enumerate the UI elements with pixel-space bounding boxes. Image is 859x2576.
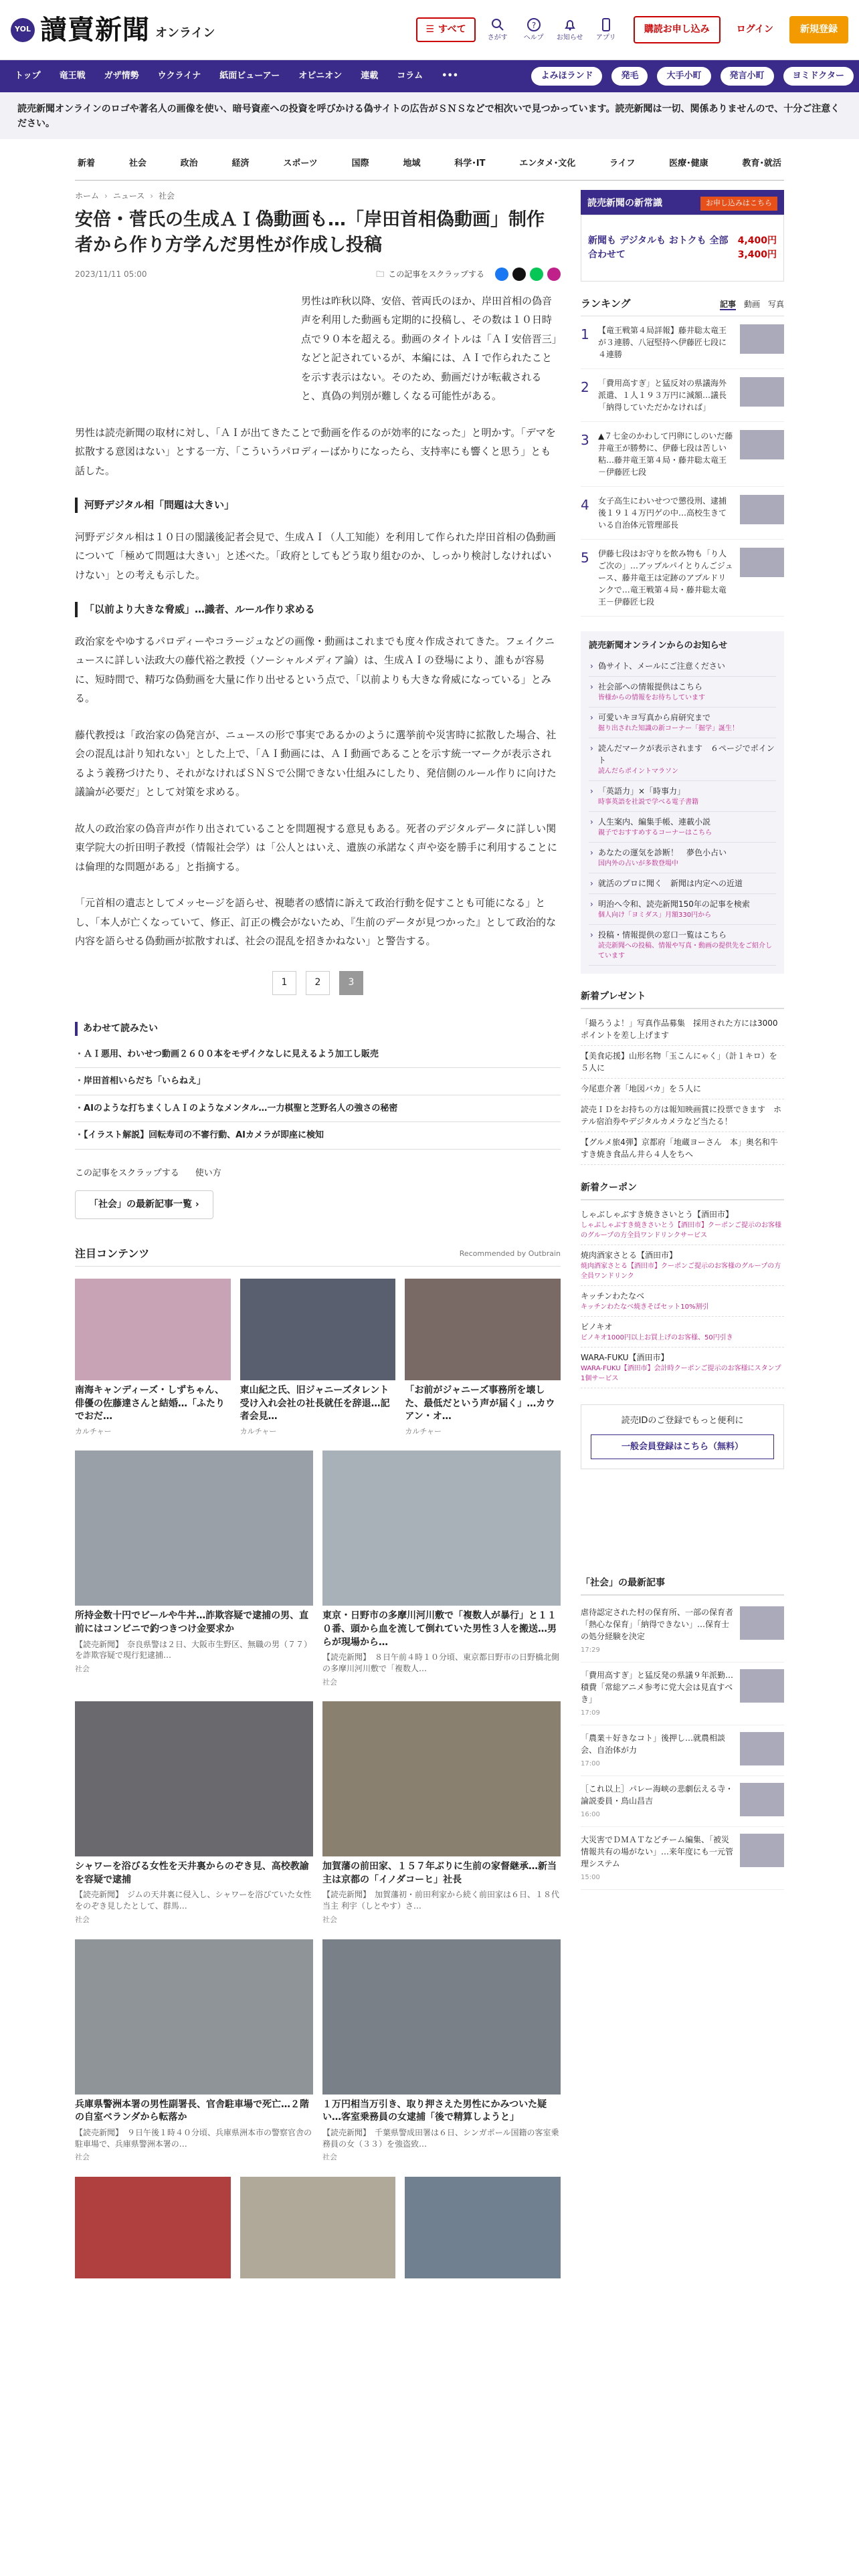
card-title: 加賀藩の前田家、１５７年ぶりに生前の家督継承…新当主は京都の「イノダコーヒ」社長 xyxy=(322,1861,557,1885)
present-item[interactable]: 読売ＩＤをお持ちの方は報知映画賞に投票できます ホテル宿泊券やデジタルカメラなど当たる！ xyxy=(581,1099,784,1132)
category-item[interactable]: 政治 xyxy=(180,158,198,169)
nav-item[interactable]: ウクライナ xyxy=(157,71,201,82)
coupon-section xyxy=(581,1181,784,1388)
category-item[interactable]: 地域 xyxy=(403,158,421,169)
breadcrumb-item[interactable]: › ニュース xyxy=(99,191,145,201)
present-title: 新着プレゼント xyxy=(581,990,784,1009)
logo-sub: オンライン xyxy=(155,26,215,40)
content-card[interactable] xyxy=(240,2177,396,2278)
subscribe-button[interactable]: 購読お申し込み xyxy=(634,16,721,43)
info-item-title: 投稿・情報提供の窓口一覧はこちら xyxy=(598,930,727,940)
content-card[interactable] xyxy=(322,1451,561,1688)
breadcrumb-item[interactable]: ホーム xyxy=(75,191,100,201)
ranking-tab[interactable]: 写真 xyxy=(767,300,784,309)
facebook-icon[interactable] xyxy=(495,267,508,281)
info-item-sub: 読んだらポイントマラソン xyxy=(598,768,678,775)
coupon-desc: しゃぶしゃぶすき焼きさいとう【酒田市】クーポンご提示のお客様のグループの方全員ワンドリンクサービス xyxy=(581,1222,781,1239)
coupon-item[interactable] xyxy=(581,1204,784,1245)
article-date: 2023/11/11 05:00 xyxy=(75,269,147,279)
article-paragraph: 政治家をやゆするパロディーやコラージュなどの画像・動画はこれまでも度々作成されてきた。フェイクニュースに詳しい法政大の藤代裕之教授（ソーシャルメディア論）は、生成ＡＩの登場により、誰もが容易に、短時間で、精巧な偽動画を大量に作り出せるという点で、「以前よりも大きな脅威になっている」とみる。 xyxy=(75,635,555,705)
fraud-notice: 読売新聞オンラインのロゴや著名人の画像を使い、暗号資産への投資を呼びかける偽サイトの広告がＳＮＳなどで相次いで見つかっています。読売新聞は一切、関係ありませんので、十分ご注意ください。 xyxy=(0,92,859,139)
page-link[interactable]: 2 xyxy=(306,971,330,995)
related-link[interactable]: ・ 岸田首相いらだち「いらねえ」 xyxy=(75,1068,561,1095)
ranking-item[interactable] xyxy=(581,422,784,487)
category-item[interactable]: 新着 xyxy=(78,158,96,169)
promo-tag[interactable]: お申し込みはこちら xyxy=(700,197,777,211)
coupon-name: 焼肉酒家さとる【酒田市】 xyxy=(581,1251,678,1260)
info-item-sub: 親子でおすすめするコーナーはこちら xyxy=(598,829,712,837)
article-column xyxy=(75,190,561,2292)
article-meta xyxy=(75,267,561,281)
search-label: さがす xyxy=(487,34,508,41)
article-lead: 男性は昨秋以降、安倍、菅両氏のほか、岸田首相の偽音声を利用した動画も定期的に投稿し、その数は１０日時点で９０本を超える。動画のタイトルは「ＡＩ安倍晋三」などと記されているが、本編には、ＡＩで作られたことを示す表示はない。そのため、動画だけが転載されると、真偽の判別が難しくなる可能性がある。 xyxy=(301,294,557,403)
register-button[interactable]: 新規登録 xyxy=(789,16,848,43)
article-subheading: 「以前より大きな脅威」…識者、ルール作り求める xyxy=(75,602,561,617)
latest-thumb xyxy=(740,1669,784,1703)
nav-item[interactable]: 竜王戦 xyxy=(59,71,86,82)
content-card[interactable] xyxy=(75,1939,313,2163)
nav-item[interactable]: 紙面ビューアー xyxy=(219,71,280,82)
card-image xyxy=(75,1939,313,2095)
info-item[interactable] xyxy=(589,873,776,894)
mail-icon[interactable] xyxy=(547,267,561,281)
promo-price: 4,400円 xyxy=(737,235,777,246)
content-card[interactable] xyxy=(75,1279,231,1437)
ranking-item[interactable] xyxy=(581,369,784,422)
scrap-howto-link[interactable]: 使い方 xyxy=(195,1168,221,1178)
promo-title: 読売新聞の新常識 xyxy=(587,198,662,209)
latest-thumb xyxy=(740,1783,784,1816)
related-link[interactable]: ・ ＡＩ悪用、わいせつ動画２６００本をモザイクなしに見えるよう加工し販売 xyxy=(75,1041,561,1069)
ranking-text: ▲７七金のかわして円卵にしのいだ藤井竜王が勝勢に、伊藤七段は苦しい粘…藤井竜王第４局・藤井聡太竜王－伊藤匠七段 xyxy=(598,431,733,477)
present-item[interactable]: 「撮ろうよ！」写真作品募集 採用された方には3000ポイントを差し上げます xyxy=(581,1013,784,1046)
app-label: アプリ xyxy=(595,34,616,41)
article-paragraph: 「元首相の遺志としてメッセージを語らせ、視聴者の感情に訴えて政治行動を促すことも可能になる」とし、「本人が亡くなっていて、修正、訂正の機会がないため、『生前のデータが見つかった』として政治的な内容を語らせる偽動画が拡散すれば、社会の混乱を招きかねない」と警告する。 xyxy=(75,897,557,948)
content-card[interactable] xyxy=(322,1939,561,2163)
logo-main: 讀賣新聞 xyxy=(40,13,150,45)
card-image xyxy=(405,2177,561,2278)
info-item[interactable] xyxy=(589,894,776,925)
nav-more[interactable]: ••• xyxy=(442,71,459,82)
attention-title: 注目コンテンツ xyxy=(75,1247,150,1261)
card-summary: 【読売新聞】 加賀藩初・前田利家から続く前田家は６日、１８代当主 利宇（しとやす）さ… xyxy=(322,1890,560,1911)
category-item[interactable]: 教育･就活 xyxy=(742,158,781,169)
ranking-thumb xyxy=(740,324,784,354)
latest-text: 大災害でＤＭＡＴなどチーム編集、「被災情報共有の場がない」…来年度にも一元管理システム xyxy=(581,1835,734,1868)
present-item[interactable]: 【美食応援】山形名物「玉こんにゃく」（計１キロ）を５人に xyxy=(581,1046,784,1079)
notification-button[interactable] xyxy=(556,17,584,43)
coupon-name: キッチンわたなべ xyxy=(581,1291,645,1301)
ranking-thumb xyxy=(740,548,784,577)
line-icon[interactable] xyxy=(530,267,543,281)
latest-thumb xyxy=(740,1732,784,1765)
coupon-name: ビノキオ xyxy=(581,1322,613,1331)
latest-time: 17:29 xyxy=(581,1646,600,1654)
coupon-title: 新着クーポン xyxy=(581,1181,784,1200)
card-category: 社会 xyxy=(75,1915,90,1925)
latest-time: 15:00 xyxy=(581,1874,600,1881)
sidebar xyxy=(581,190,784,2292)
article-paragraph: 藤代教授は「政治家の偽発言が、ニュースの形で事実であるかのように選挙前や災害時に拡散した場合、社会の混乱は計り知れない」とした上で、「ＡＩ動画には、ＡＩ動画であることを示す統一マークが表示されるよう義務づけたり、それがなければＳＮＳで公開できない仕組みにしたり、発信側のルール作りに向けた議論が必要だ」として対策を求める。 xyxy=(75,728,557,798)
coupon-item[interactable] xyxy=(581,1348,784,1388)
help-icon xyxy=(526,17,542,33)
card-title: 「お前がジャニーズ事務所を壊した、最低だという声が届く」…カウアン・オ… xyxy=(405,1385,555,1422)
latest-time: 16:00 xyxy=(581,1811,600,1818)
coupon-desc: WARA-FUKU【酒田市】会計時クーポンご提示のお客様にスタンプ1個サービス xyxy=(581,1365,781,1382)
info-item[interactable] xyxy=(589,812,776,843)
card-image xyxy=(405,1279,561,1380)
info-item[interactable] xyxy=(589,781,776,812)
article-paragraph: 河野デジタル相は１０日の閣議後記者会見で、生成ＡＩ（人工知能）を利用して作られた岸田首相の偽動画について「極めて問題は大きい」と述べた。「政府としてもどう取り組むのか、しっかり検討しなければいけない」との考えも示した。 xyxy=(75,530,556,581)
info-item[interactable] xyxy=(589,677,776,708)
info-item[interactable] xyxy=(589,925,776,966)
nav-item[interactable]: 連載 xyxy=(361,71,379,82)
ranking-text: 「費用高すぎ」と猛反対の県議海外派遣、１人１９３万円に減額…議長「納得していただかなければ」 xyxy=(598,378,727,412)
info-item-sub: 皆様からの情報をお待ちしています xyxy=(598,694,705,702)
card-summary: 【読売新聞】 ８日午前４時１０分頃、東京都日野市の日野橋北側の多摩川河川敷で「複数人… xyxy=(322,1652,560,1673)
attention-header xyxy=(75,1246,561,1267)
info-item-title: 人生案内、編集手帳、連載小説 xyxy=(598,817,711,827)
card-category: カルチャー xyxy=(240,1426,277,1436)
card-category: 社会 xyxy=(75,2153,90,2162)
related-title: あわせて読みたい xyxy=(75,1022,561,1036)
ranking-item[interactable] xyxy=(581,540,784,617)
nav-pill[interactable]: ヨミドクター xyxy=(783,67,854,86)
present-item[interactable]: 【グルメ旅4弾】京都府「地蔵ヨーさん 本」奥名和牛すき焼き食品ん井ら４人をちへ xyxy=(581,1132,784,1165)
register-text: 読売IDのご登録でもっと便利に xyxy=(621,1416,744,1426)
card-image xyxy=(240,1279,396,1380)
scrap-button-bottom[interactable]: この記事をスクラップする xyxy=(75,1168,179,1178)
latest-text: 「農業＋好きなコト」後押し…就農相談会、自治体が力 xyxy=(581,1733,726,1755)
latest-text: ［これ以上］パレー海峡の悲劇伝える寺・論説委員・鳥山昌吉 xyxy=(581,1784,734,1806)
related-link[interactable]: ・ 【イラスト解説】回転寿司の不審行動、AIカメラが即座に検知 xyxy=(75,1122,561,1150)
latest-list-button[interactable]: 「社会」の最新記事一覧 › xyxy=(75,1190,213,1219)
coupon-item[interactable] xyxy=(581,1286,784,1317)
content-card[interactable] xyxy=(405,2177,561,2278)
category-item[interactable]: 医療･健康 xyxy=(669,158,708,169)
rank-number: 1 xyxy=(581,326,589,342)
scrap-label: この記事をスクラップする xyxy=(388,269,484,279)
login-button[interactable]: ログイン xyxy=(736,24,773,35)
coupon-desc: キッチンわたなべ焼きそばセット10%割引 xyxy=(581,1303,709,1311)
latest-section xyxy=(581,1576,784,1890)
register-free-button[interactable]: 一般会員登録はこちら（無料） xyxy=(591,1434,774,1460)
card-summary: 【読売新聞】 ９日午後１時４０分頃、兵庫県洲本市の警察官舎の駐車場で、兵庫県警洲本署の… xyxy=(75,2127,312,2149)
info-item-sub: 読売新聞への投稿、情報や写真・動画の提供先をご紹介しています xyxy=(598,942,772,960)
ranking-thumb xyxy=(740,377,784,407)
card-title: 東京・日野市の多摩川河川敷で「複数人が暴行」と１１０番、頭から血を流して倒れていた男性３人を搬送…男らが現場から… xyxy=(322,1610,557,1648)
card-image xyxy=(240,2177,396,2278)
card-category: 社会 xyxy=(75,1665,90,1674)
breadcrumb-item[interactable]: › 社会 xyxy=(145,191,175,201)
coupon-item[interactable] xyxy=(581,1245,784,1286)
search-icon xyxy=(490,17,506,33)
info-item[interactable] xyxy=(589,738,776,781)
logo-badge: YOL xyxy=(11,18,35,42)
rank-number: 2 xyxy=(581,379,589,395)
ranking-item[interactable] xyxy=(581,316,784,369)
card-image xyxy=(75,1701,313,1856)
card-image xyxy=(75,1279,231,1380)
all-menu-label: すべて xyxy=(438,24,466,35)
info-item[interactable] xyxy=(589,656,776,677)
site-header xyxy=(0,0,859,60)
card-category: 社会 xyxy=(322,1677,337,1687)
card-title: 南海キャンディーズ・しずちゃん、俳優の佐藤達さんと結婚…「ふたりでおだ… xyxy=(75,1385,225,1422)
info-item-title: 「英語力」×「時事力」 xyxy=(598,786,686,796)
latest-item[interactable] xyxy=(581,1827,784,1890)
search-button[interactable] xyxy=(484,17,512,43)
info-item-sub: 個人向け「ヨミダス」月額330円から xyxy=(598,911,712,919)
latest-title: 「社会」の最新記事 xyxy=(581,1576,784,1596)
bookmark-icon: 🗀 xyxy=(376,269,385,279)
app-icon xyxy=(598,17,614,33)
card-category: 社会 xyxy=(322,2153,337,2162)
notification-label: お知らせ xyxy=(556,34,583,41)
category-item[interactable]: ライフ xyxy=(609,158,636,169)
nav-pill[interactable]: よみほランド xyxy=(531,67,602,86)
article-paragraph: 故人の政治家の偽音声が作り出されていることを問題視する意見もある。死者のデジタルデータに詳しい関東学院大の折田明子教授（情報社会学）は「公人とはいえ、遺族の承諾なく声や姿を勝手に利用することには倫理的な問題がある」と指摘する。 xyxy=(75,822,557,873)
related-articles xyxy=(75,1022,561,1150)
main-nav xyxy=(0,60,859,92)
pagination xyxy=(75,971,561,995)
recommended-by: Recommended by Outbrain xyxy=(459,1249,561,1258)
info-item-title: 社会部への情報提供はこちら xyxy=(598,682,703,691)
nav-item[interactable]: コラム xyxy=(397,71,423,82)
breadcrumb xyxy=(75,190,561,202)
info-box xyxy=(581,631,784,974)
info-item-title: あなたの運気を診断！ 夢色小占い xyxy=(598,848,727,857)
category-item[interactable]: エンタメ･文化 xyxy=(519,158,576,169)
card-image xyxy=(75,1451,313,1606)
coupon-name: しゃぶしゃぶすき焼きさいとう【酒田市】 xyxy=(581,1210,734,1219)
article-title: 安倍・菅氏の生成ＡＩ偽動画も…「岸田首相偽動画」制作者から作り方学んだ男性が作成し投稿 xyxy=(75,209,545,255)
latest-thumb xyxy=(740,1834,784,1867)
nav-pill[interactable]: 発毛 xyxy=(611,67,648,86)
coupon-name: WARA-FUKU【酒田市】 xyxy=(581,1353,669,1362)
content-card[interactable] xyxy=(322,1701,561,1925)
present-section xyxy=(581,990,784,1165)
card-image xyxy=(322,1701,561,1856)
article-paragraph: 男性は読売新聞の取材に対し、「ＡＩが出てきたことで動画を作るのが効率的になった」と明かす。「デマを拡散する意図はない」とする一方、「こういうパロディーばかりになったら、支持率にも響くと思う」とも話した。 xyxy=(75,426,556,477)
ranking-text: 女子高生にわいせつで懲役刑、逮捕後１９１４万円ゲの中…高校生きている自治体元管理部長 xyxy=(598,496,727,530)
card-category: 社会 xyxy=(322,1915,337,1925)
rank-number: 5 xyxy=(581,549,589,566)
ranking-header xyxy=(581,296,784,316)
card-title: １万円相当万引き、取り押さえた男性にかみついた疑い…客室乗務員の女逮捕「後で精算しようと」 xyxy=(322,2099,547,2123)
latest-item[interactable] xyxy=(581,1662,784,1725)
info-title: 読売新聞オンラインからのお知らせ xyxy=(589,640,728,651)
page-link[interactable]: 1 xyxy=(272,971,296,995)
category-item[interactable]: 国際 xyxy=(351,158,369,169)
promo-price: 3,400円 xyxy=(737,249,777,260)
scrap-footer xyxy=(75,1167,561,1180)
latest-text: 虐待認定された村の保育所、一部の保育者「熱心な保育」「納得できない」…保育士の処分経験を決定 xyxy=(581,1608,734,1641)
content-card[interactable] xyxy=(75,1451,313,1688)
related-link[interactable]: ・ AIのような打ちまくしＡＩのようなメンタル…一力棋聖と芝野名人の強さの秘密 xyxy=(75,1095,561,1123)
card-title: 東山紀之氏、旧ジャニーズタレント受け入れ会社の社長就任を辞退…記者会見… xyxy=(240,1385,390,1422)
ranking-text: 伊藤七段はお守りを飲み物も「り人ご次の」…アップルパイとりんごジュース、藤井竜王は定跡のアプルドリンクで…竜王戦第４局・藤井聡太竜王－伊藤匠七段 xyxy=(598,548,733,607)
card-image xyxy=(75,2177,231,2278)
nav-item[interactable]: トップ xyxy=(15,71,41,82)
coupon-desc: 焼肉酒家さとる【酒田市】クーポンご提示のお客様のグループの方全員ワンドリンク xyxy=(581,1263,781,1280)
ranking-title: ランキング xyxy=(581,298,631,310)
promo-body: 新聞も デジタルも おトクも 全部合わせて xyxy=(588,235,729,260)
content-card[interactable] xyxy=(405,1279,561,1437)
nav-item[interactable]: ガザ情勢 xyxy=(104,71,139,82)
card-title: シャワーを浴びる女性を天井裏からのぞき見、高校教諭を容疑で逮捕 xyxy=(75,1861,309,1885)
card-summary: 【読売新聞】 千葉県警成田署は６日、シンガポール国籍の客室乗務員の女（３３）を強盗致… xyxy=(322,2127,559,2149)
help-label: ヘルプ xyxy=(523,34,544,41)
card-image xyxy=(322,1451,561,1606)
app-button[interactable] xyxy=(592,17,620,43)
card-title: 所持金数十円でビールや牛丼…詐欺容疑で逮捕の男、直前にはコンビニで釣つきつけ金要求か xyxy=(75,1610,309,1634)
all-menu-button[interactable] xyxy=(416,17,475,42)
ranking-thumb xyxy=(740,495,784,524)
scrap-button[interactable] xyxy=(376,268,484,280)
info-item-title: 就活のプロに聞く 新聞は内定への近道 xyxy=(598,879,743,888)
content-card[interactable] xyxy=(240,1279,396,1437)
menu-icon: ☰ xyxy=(425,24,434,35)
nav-item[interactable]: オピニオン xyxy=(298,71,343,82)
info-item[interactable] xyxy=(589,708,776,738)
category-item[interactable]: スポーツ xyxy=(283,158,318,169)
nav-pill[interactable]: 発言小町 xyxy=(721,67,774,86)
ranking-tab[interactable]: 動画 xyxy=(743,300,760,309)
latest-item[interactable] xyxy=(581,1725,784,1776)
register-box xyxy=(581,1404,784,1469)
info-item-title: 偽サイト、メールにご注意ください xyxy=(598,661,725,671)
ranking-tab[interactable]: 記事 xyxy=(719,300,736,309)
info-item-title: 読んだマークが表示されます ６ページでポイント xyxy=(598,744,775,765)
help-button[interactable] xyxy=(520,17,548,43)
category-item[interactable]: 経済 xyxy=(231,158,250,169)
info-item[interactable] xyxy=(589,843,776,873)
card-summary: 【読売新聞】 奈良県警は２日、大阪市生野区、無職の男（７７）を詐欺容疑で現行犯逮捕… xyxy=(75,1639,312,1660)
share-buttons xyxy=(495,267,561,281)
card-image xyxy=(322,1939,561,2095)
bell-icon xyxy=(562,17,578,33)
promo-box[interactable] xyxy=(581,190,784,282)
card-title: 兵庫県警洲本署の男性副署長、官舎駐車場で死亡…２階の自室ベランダから転落か xyxy=(75,2099,309,2123)
latest-item[interactable] xyxy=(581,1600,784,1662)
info-item-sub: 時事英語を社説で学べる電子書籍 xyxy=(598,798,698,806)
ranking-item[interactable] xyxy=(581,487,784,540)
card-summary: 【読売新聞】 ジムの天井裏に侵入し、シャワーを浴びていた女性をのぞき見したとして、群馬… xyxy=(75,1890,312,1911)
rank-number: 3 xyxy=(581,431,589,448)
latest-item[interactable] xyxy=(581,1776,784,1827)
ranking-text: 【竜王戦第４局詳報】藤井聡太竜王が３連勝、八冠堅持へ伊藤匠七段に４連勝 xyxy=(598,325,727,359)
content-card[interactable] xyxy=(75,1701,313,1925)
category-item[interactable]: 科学･IT xyxy=(454,158,486,169)
page-current: 3 xyxy=(339,971,363,995)
info-item-title: 明治へ令和、読売新聞150年の記事を検索 xyxy=(598,899,750,909)
latest-text: 「費用高すぎ」と猛反発の県議９年派勤…積費「常総アニメ参考に党大会は見直すべき」 xyxy=(581,1671,734,1704)
latest-thumb xyxy=(740,1606,784,1640)
info-item-title: 可愛いキヨ写真から肩研究まで xyxy=(598,713,711,722)
content-card[interactable] xyxy=(75,2177,231,2278)
site-logo[interactable] xyxy=(11,10,215,50)
coupon-item[interactable] xyxy=(581,1317,784,1348)
nav-pill[interactable]: 大手小町 xyxy=(657,67,710,86)
coupon-desc: ビノキオ1000円以上お買上げのお客様、50円引き xyxy=(581,1334,733,1341)
latest-time: 17:00 xyxy=(581,1760,600,1767)
category-item[interactable]: 社会 xyxy=(128,158,147,169)
info-item-sub: 国内外の占いが多数登場中 xyxy=(598,860,678,867)
rank-number: 4 xyxy=(581,496,589,513)
article-subheading: 河野デジタル相「問題は大きい」 xyxy=(75,498,561,513)
info-item-sub: 掘り出された知識の新コーナー「掘学」誕生！ xyxy=(598,725,739,732)
card-category: カルチャー xyxy=(75,1426,112,1436)
twitter-icon[interactable] xyxy=(512,267,526,281)
latest-time: 17:09 xyxy=(581,1709,600,1717)
category-bar xyxy=(75,147,784,181)
svg-text:?: ? xyxy=(531,21,536,30)
present-item[interactable]: 今尾恵介著「地図バカ」を５人に xyxy=(581,1079,784,1099)
card-category: カルチャー xyxy=(405,1426,442,1436)
ranking-thumb xyxy=(740,430,784,459)
